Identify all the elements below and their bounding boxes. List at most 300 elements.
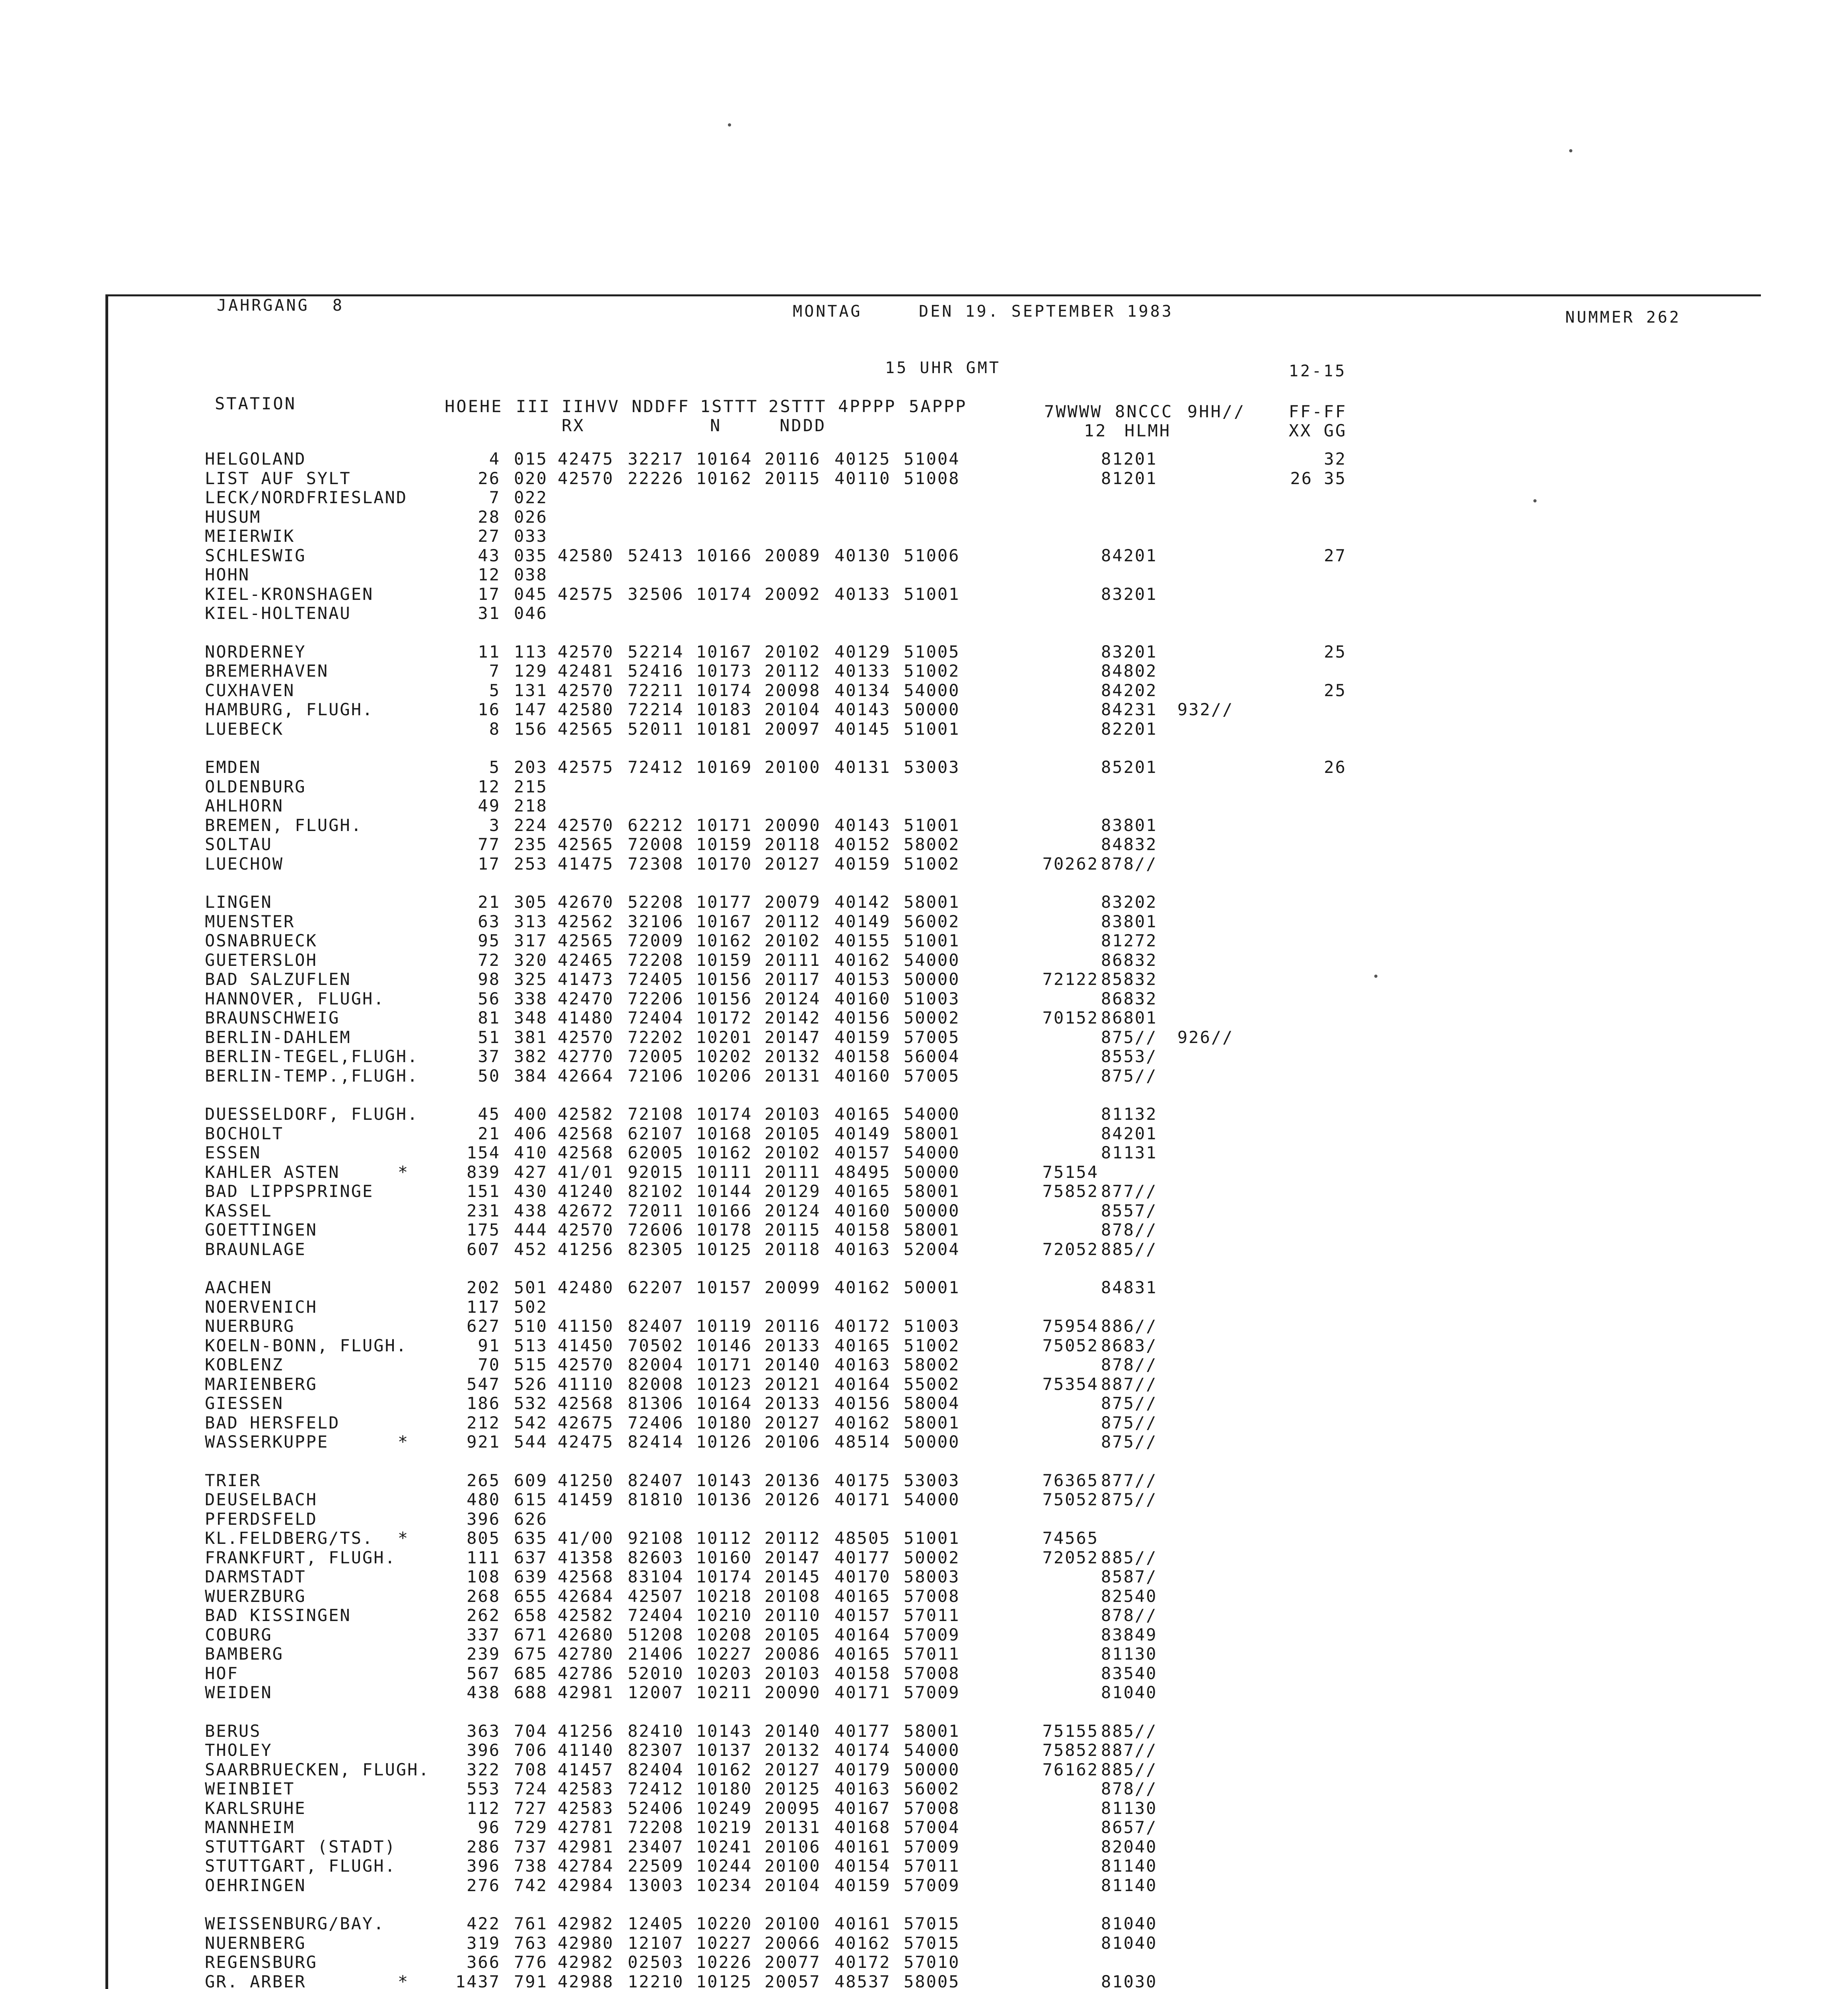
cell-sttt2: 20140	[764, 1355, 821, 1374]
table-row	[0, 1394, 1848, 1413]
table-row	[0, 1143, 1848, 1162]
table-row	[0, 1317, 1848, 1336]
cell-sttt2: 20098	[764, 680, 821, 700]
cell-iii: 317	[514, 931, 548, 950]
cell-sttt1: 10170	[696, 854, 753, 874]
cell-sttt2: 20131	[764, 1066, 821, 1086]
cell-nccc8: 81272	[1101, 931, 1157, 950]
cell-nccc8: 885//	[1101, 1547, 1157, 1567]
cell-sttt2: 20100	[764, 1914, 821, 1933]
cell-station: HANNOVER, FLUGH.	[205, 989, 385, 1008]
cell-sttt2: 20100	[764, 757, 821, 777]
table-row	[0, 931, 1848, 950]
cell-nccc8: 86832	[1101, 950, 1157, 970]
cell-nccc8: 84832	[1101, 835, 1157, 854]
table-row	[0, 1298, 1848, 1317]
cell-nccc8: 877//	[1101, 1470, 1157, 1490]
cell-appp5: 54000	[904, 680, 960, 700]
cell-iii: 113	[514, 642, 548, 662]
cell-appp5: 51002	[904, 1335, 960, 1355]
cell-nccc8: 84802	[1101, 661, 1157, 681]
cell-iii: 438	[514, 1201, 548, 1220]
cell-nddff: 72011	[628, 1201, 684, 1220]
cell-station: MEIERWIK	[205, 526, 295, 546]
cell-station: BRAUNSCHWEIG	[205, 1008, 340, 1028]
table-row	[0, 700, 1848, 719]
cell-hoehe: 91	[478, 1335, 500, 1355]
cell-nccc8: 86801	[1101, 1008, 1157, 1028]
table-row	[0, 796, 1848, 815]
cell-sttt1: 10181	[696, 719, 753, 739]
cell-ff: 27	[1324, 545, 1346, 565]
cell-hoehe: 1437	[455, 1971, 500, 1989]
cell-iii: 609	[514, 1470, 548, 1490]
cell-nccc8: 885//	[1101, 1239, 1157, 1259]
cell-pppp4: 40125	[835, 449, 891, 469]
cell-sttt2: 20142	[764, 1008, 821, 1028]
cell-sttt1: 10125	[696, 1971, 753, 1989]
cell-iihvv: 41473	[558, 969, 614, 989]
cell-pppp4: 40155	[835, 931, 891, 950]
cell-iihvv: 42475	[558, 1432, 614, 1452]
cell-sttt1: 10168	[696, 1123, 753, 1143]
cell-iii: 129	[514, 661, 548, 681]
table-row	[0, 970, 1848, 989]
cell-appp5: 58002	[904, 1355, 960, 1374]
col-station: STATION	[215, 394, 297, 413]
cell-iihvv: 42780	[558, 1644, 614, 1664]
cell-nddff: 52011	[628, 719, 684, 739]
cell-sttt2: 20090	[764, 1683, 821, 1702]
cell-sttt2: 20090	[764, 815, 821, 835]
cell-sttt2: 20118	[764, 1239, 821, 1259]
cell-nccc8: 81140	[1101, 1875, 1157, 1895]
cell-sttt1: 10159	[696, 950, 753, 970]
cell-station: BERLIN-TEMP.,FLUGH.	[205, 1066, 419, 1086]
cell-appp5: 57011	[904, 1856, 960, 1876]
cell-station: HOHN	[205, 565, 250, 584]
cell-nddff: 52010	[628, 1663, 684, 1683]
cell-appp5: 58001	[904, 892, 960, 912]
col-8nccc-sub: HLMH	[1124, 421, 1171, 440]
cell-iii: 637	[514, 1547, 548, 1567]
cell-iihvv: 42680	[558, 1625, 614, 1645]
cell-hoehe: 921	[467, 1432, 500, 1452]
cell-hoehe: 319	[467, 1933, 500, 1953]
cell-hoehe: 16	[478, 700, 500, 719]
cell-sttt1: 10162	[696, 468, 753, 488]
cell-iihvv: 42781	[558, 1818, 614, 1837]
cell-iihvv: 41450	[558, 1335, 614, 1355]
cell-pppp4: 40163	[835, 1355, 891, 1374]
cell-nddff: 82407	[628, 1316, 684, 1336]
cell-pppp4: 40162	[835, 1933, 891, 1953]
cell-iii: 513	[514, 1335, 548, 1355]
cell-station: KOELN-BONN, FLUGH.	[205, 1335, 408, 1355]
cell-iihvv: 42475	[558, 449, 614, 469]
cell-iii: 655	[514, 1586, 548, 1606]
cell-sttt1: 10244	[696, 1856, 753, 1876]
table-row	[0, 1567, 1848, 1586]
table-row	[0, 720, 1848, 739]
cell-nccc8: 878//	[1101, 1220, 1157, 1240]
cell-sttt1: 10146	[696, 1335, 753, 1355]
cell-pppp4: 40160	[835, 989, 891, 1008]
cell-nccc8: 886//	[1101, 1316, 1157, 1336]
cell-nddff: 52208	[628, 892, 684, 912]
cell-pppp4: 48505	[835, 1528, 891, 1548]
cell-iihvv: 42562	[558, 911, 614, 931]
cell-station: WASSERKUPPE	[205, 1432, 329, 1452]
cell-mountain-mark: *	[398, 1162, 409, 1182]
cell-sttt2: 20147	[764, 1027, 821, 1047]
cell-iihvv: 42982	[558, 1952, 614, 1972]
cell-hoehe: 56	[478, 989, 500, 1008]
cell-iii: 147	[514, 700, 548, 719]
cell-appp5: 51008	[904, 468, 960, 488]
cell-station: NUERBURG	[205, 1316, 295, 1336]
table-row	[0, 1432, 1848, 1452]
cell-hoehe: 43	[478, 545, 500, 565]
cell-pppp4: 40159	[835, 1027, 891, 1047]
cell-iihvv: 42575	[558, 757, 614, 777]
cell-hoehe: 108	[467, 1567, 500, 1586]
cell-station: HUSUM	[205, 507, 261, 527]
issue-number: NUMMER 262	[1565, 308, 1681, 327]
col-5appp: 5APPP	[909, 397, 967, 416]
cell-appp5: 51006	[904, 545, 960, 565]
col-iihvv-sub: RX	[562, 416, 585, 435]
cell-hoehe: 77	[478, 835, 500, 854]
cell-nccc8: 885//	[1101, 1759, 1157, 1779]
cell-appp5: 57009	[904, 1837, 960, 1857]
cell-station: BAD LIPPSPRINGE	[205, 1181, 374, 1201]
cell-sttt1: 10177	[696, 892, 753, 912]
table-row	[0, 469, 1848, 488]
cell-pppp4: 40174	[835, 1740, 891, 1760]
cell-iii: 046	[514, 603, 548, 623]
cell-sttt1: 10164	[696, 449, 753, 469]
cell-station: WUERZBURG	[205, 1586, 306, 1606]
cell-pppp4: 40142	[835, 892, 891, 912]
cell-iii: 704	[514, 1721, 548, 1741]
cell-nddff: 72005	[628, 1047, 684, 1066]
cell-sttt1: 10171	[696, 815, 753, 835]
table-row	[0, 1105, 1848, 1124]
cell-nccc8: 878//	[1101, 1355, 1157, 1374]
cell-iihvv: 42570	[558, 815, 614, 835]
cell-iii: 325	[514, 969, 548, 989]
cell-iihvv: 42568	[558, 1123, 614, 1143]
cell-sttt1: 10111	[696, 1162, 753, 1182]
cell-nccc8: 82540	[1101, 1586, 1157, 1606]
cell-iii: 635	[514, 1528, 548, 1548]
cell-sttt2: 20124	[764, 1201, 821, 1220]
cell-sttt2: 20125	[764, 1779, 821, 1798]
cell-pppp4: 40143	[835, 815, 891, 835]
cell-appp5: 51001	[904, 584, 960, 604]
col-1sttt: 1STTT	[700, 397, 759, 416]
cell-appp5: 58002	[904, 835, 960, 854]
col-8nccc: 8NCCC	[1115, 402, 1173, 421]
col-7wwww-sub: 12	[1084, 421, 1107, 440]
cell-appp5: 57008	[904, 1663, 960, 1683]
cell-iihvv: 42481	[558, 661, 614, 681]
cell-appp5: 51003	[904, 989, 960, 1008]
cell-sttt1: 10220	[696, 1914, 753, 1933]
cell-station: KOBLENZ	[205, 1355, 284, 1374]
cell-sttt1: 10156	[696, 989, 753, 1008]
cell-nccc8: 83540	[1101, 1663, 1157, 1683]
cell-sttt1: 10159	[696, 835, 753, 854]
cell-sttt1: 10210	[696, 1606, 753, 1625]
cell-station: SAARBRUECKEN, FLUGH.	[205, 1759, 430, 1779]
cell-nccc8: 84831	[1101, 1278, 1157, 1297]
cell-station: LECK/NORDFRIESLAND	[205, 488, 408, 507]
cell-nddff: 82404	[628, 1759, 684, 1779]
cell-iihvv: 41256	[558, 1239, 614, 1259]
cell-mountain-mark: *	[398, 1528, 409, 1548]
cell-nccc8: 887//	[1101, 1740, 1157, 1760]
cell-station: LINGEN	[205, 892, 272, 912]
cell-sttt2: 20095	[764, 1798, 821, 1818]
cell-iii: 406	[514, 1123, 548, 1143]
cell-sttt2: 20105	[764, 1123, 821, 1143]
cell-hoehe: 212	[467, 1413, 500, 1432]
cell-pppp4: 40156	[835, 1008, 891, 1028]
cell-hoehe: 21	[478, 892, 500, 912]
cell-nddff: 72404	[628, 1008, 684, 1028]
cell-nddff: 52406	[628, 1798, 684, 1818]
cell-sttt1: 10162	[696, 1759, 753, 1779]
cell-iii: 224	[514, 815, 548, 835]
cell-sttt2: 20121	[764, 1374, 821, 1394]
table-row	[0, 1857, 1848, 1876]
cell-pppp4: 40177	[835, 1547, 891, 1567]
cell-iii: 502	[514, 1297, 548, 1317]
cell-sttt1: 10226	[696, 1952, 753, 1972]
table-row	[0, 1548, 1848, 1567]
cell-station: STUTTGART, FLUGH.	[205, 1856, 396, 1876]
cell-iii: 671	[514, 1625, 548, 1645]
table-row	[0, 816, 1848, 835]
table-row	[0, 1914, 1848, 1933]
cell-hoehe: 7	[489, 488, 500, 507]
cell-iihvv: 42570	[558, 642, 614, 662]
cell-station: REGENSBURG	[205, 1952, 317, 1972]
cell-station: DARMSTADT	[205, 1567, 306, 1586]
cell-hoehe: 480	[467, 1490, 500, 1509]
cell-iihvv: 42565	[558, 719, 614, 739]
cell-appp5: 54000	[904, 1104, 960, 1124]
cell-sttt1: 10203	[696, 1663, 753, 1683]
cell-iii: 737	[514, 1837, 548, 1857]
cell-sttt1: 10202	[696, 1047, 753, 1066]
cell-sttt1: 10174	[696, 584, 753, 604]
cell-pppp4: 40172	[835, 1316, 891, 1336]
cell-pppp4: 40161	[835, 1914, 891, 1933]
cell-station: BREMEN, FLUGH.	[205, 815, 363, 835]
cell-iihvv: 42570	[558, 1027, 614, 1047]
cell-sttt2: 20079	[764, 892, 821, 912]
cell-sttt2: 20112	[764, 661, 821, 681]
cell-appp5: 55002	[904, 1374, 960, 1394]
cell-nccc8: 878//	[1101, 1606, 1157, 1625]
cell-pppp4: 40175	[835, 1470, 891, 1490]
cell-hoehe: 567	[467, 1663, 500, 1683]
cell-iii: 253	[514, 854, 548, 874]
table-row	[0, 1625, 1848, 1645]
cell-nddff: 82407	[628, 1470, 684, 1490]
cell-station: AACHEN	[205, 1278, 272, 1297]
cell-sttt1: 10227	[696, 1933, 753, 1953]
cell-sttt2: 20115	[764, 468, 821, 488]
cell-station: THOLEY	[205, 1740, 272, 1760]
cell-hoehe: 72	[478, 950, 500, 970]
cell-nddff: 72308	[628, 854, 684, 874]
cell-nddff: 72206	[628, 989, 684, 1008]
cell-hoehe: 4	[489, 449, 500, 469]
cell-iihvv: 42582	[558, 1606, 614, 1625]
cell-iihvv: 41457	[558, 1759, 614, 1779]
cell-iihvv: 42664	[558, 1066, 614, 1086]
cell-appp5: 50000	[904, 1432, 960, 1452]
cell-pppp4: 40172	[835, 1952, 891, 1972]
table-row	[0, 662, 1848, 681]
cell-iii: 727	[514, 1798, 548, 1818]
cell-ff: 26 35	[1290, 468, 1346, 488]
cell-appp5: 56004	[904, 1047, 960, 1066]
table-row	[0, 1028, 1848, 1047]
cell-iihvv: 41/00	[558, 1528, 614, 1548]
cell-station: BAD KISSINGEN	[205, 1606, 351, 1625]
cell-sttt2: 20127	[764, 854, 821, 874]
cell-sttt2: 20117	[764, 969, 821, 989]
cell-pppp4: 40165	[835, 1586, 891, 1606]
cell-iii: 501	[514, 1278, 548, 1297]
cell-hoehe: 117	[467, 1297, 500, 1317]
cell-appp5: 57008	[904, 1798, 960, 1818]
cell-station: BREMERHAVEN	[205, 661, 329, 681]
cell-pppp4: 40162	[835, 950, 891, 970]
cell-iihvv: 41250	[558, 1470, 614, 1490]
cell-wwww7: 75052	[1042, 1335, 1099, 1355]
cell-iii: 791	[514, 1971, 548, 1989]
cell-nccc8: 8587/	[1101, 1567, 1157, 1586]
paper-speck	[1569, 149, 1572, 152]
cell-ff: 32	[1324, 449, 1346, 469]
col-9hh: 9HH//	[1187, 402, 1246, 421]
cell-nddff: 82603	[628, 1547, 684, 1567]
cell-iii: 738	[514, 1856, 548, 1876]
cell-nccc8: 81201	[1101, 468, 1157, 488]
cell-nccc8: 81131	[1101, 1143, 1157, 1162]
table-row	[0, 1953, 1848, 1972]
table-row	[0, 893, 1848, 912]
col-hoehe: HOEHE	[445, 397, 503, 416]
cell-iii: 542	[514, 1413, 548, 1432]
cell-nccc8: 875//	[1101, 1393, 1157, 1413]
cell-hoehe: 21	[478, 1123, 500, 1143]
cell-nddff: 82307	[628, 1740, 684, 1760]
cell-hoehe: 96	[478, 1818, 500, 1837]
table-row	[0, 1818, 1848, 1837]
cell-nddff: 82414	[628, 1432, 684, 1452]
cell-pppp4: 40161	[835, 1837, 891, 1857]
cell-hoehe: 112	[467, 1798, 500, 1818]
table-row	[0, 1876, 1848, 1895]
table-row	[0, 1722, 1848, 1741]
cell-iii: 203	[514, 757, 548, 777]
cell-pppp4: 40159	[835, 854, 891, 874]
cell-iii: 038	[514, 565, 548, 584]
cell-nddff: 22509	[628, 1856, 684, 1876]
cell-iihvv: 41/01	[558, 1162, 614, 1182]
cell-hoehe: 27	[478, 526, 500, 546]
cell-hoehe: 422	[467, 1914, 500, 1933]
cell-iii: 348	[514, 1008, 548, 1028]
cell-iihvv: 42583	[558, 1798, 614, 1818]
cell-pppp4: 40134	[835, 680, 891, 700]
cell-station: PFERDSFELD	[205, 1509, 317, 1529]
table-row	[0, 854, 1848, 874]
cell-station: BAD HERSFELD	[205, 1413, 340, 1432]
cell-hoehe: 151	[467, 1181, 500, 1201]
cell-appp5: 56002	[904, 1779, 960, 1798]
cell-appp5: 50000	[904, 1759, 960, 1779]
cell-station: HOF	[205, 1663, 239, 1683]
cell-hoehe: 363	[467, 1721, 500, 1741]
cell-sttt1: 10137	[696, 1740, 753, 1760]
cell-nddff: 52416	[628, 661, 684, 681]
cell-sttt1: 10160	[696, 1547, 753, 1567]
table-row	[0, 1336, 1848, 1355]
cell-iihvv: 42582	[558, 1104, 614, 1124]
cell-pppp4: 40129	[835, 642, 891, 662]
table-row	[0, 777, 1848, 796]
cell-iihvv: 42684	[558, 1586, 614, 1606]
cell-iii: 515	[514, 1355, 548, 1374]
cell-wwww7: 76162	[1042, 1759, 1099, 1779]
cell-sttt1: 10143	[696, 1470, 753, 1490]
cell-nddff: 52413	[628, 545, 684, 565]
time-window: 12-15	[1289, 362, 1347, 380]
cell-hoehe: 239	[467, 1644, 500, 1664]
cell-pppp4: 40162	[835, 1413, 891, 1432]
cell-nddff: 72406	[628, 1413, 684, 1432]
cell-nddff: 82008	[628, 1374, 684, 1394]
paper-speck	[1533, 499, 1537, 502]
cell-iii: 658	[514, 1606, 548, 1625]
cell-nddff: 21406	[628, 1644, 684, 1664]
cell-station: COBURG	[205, 1625, 272, 1645]
cell-station: BOCHOLT	[205, 1123, 284, 1143]
cell-nddff: 32506	[628, 584, 684, 604]
cell-iii: 427	[514, 1162, 548, 1182]
cell-nddff: 72208	[628, 1818, 684, 1837]
cell-wwww7: 76365	[1042, 1470, 1099, 1490]
cell-sttt1: 10119	[696, 1316, 753, 1336]
cell-iii: 626	[514, 1509, 548, 1529]
cell-nccc8: 82040	[1101, 1837, 1157, 1857]
cell-pppp4: 48514	[835, 1432, 891, 1452]
cell-sttt2: 20102	[764, 1143, 821, 1162]
table-row	[0, 835, 1848, 854]
cell-iii: 510	[514, 1316, 548, 1336]
col-iihvv: IIHVV	[562, 397, 620, 416]
cell-nddff: 72214	[628, 700, 684, 719]
cell-iii: 035	[514, 545, 548, 565]
